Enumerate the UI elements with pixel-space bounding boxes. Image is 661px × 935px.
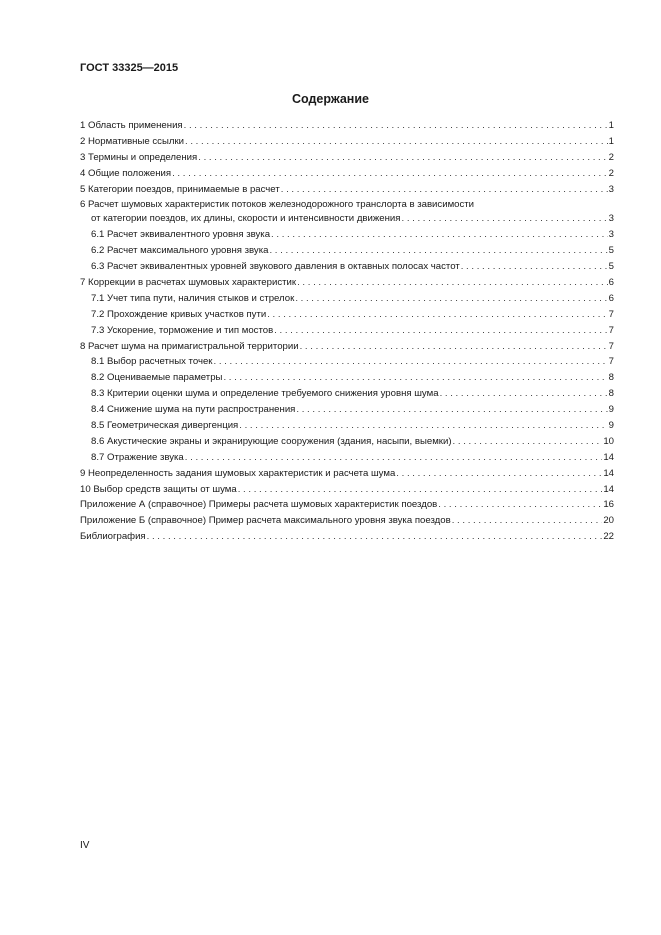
toc-leader-dots — [452, 513, 603, 529]
toc-page-number: 7 — [608, 356, 614, 368]
toc-leader-dots — [453, 434, 603, 450]
toc-entry — [80, 323, 614, 339]
toc-entry — [80, 259, 614, 275]
toc-entry — [80, 354, 614, 370]
toc-entry — [80, 166, 614, 182]
toc-entry — [80, 339, 614, 355]
toc-page-number: 6 — [608, 277, 614, 289]
toc-page-number: 22 — [603, 531, 614, 543]
toc-entry — [80, 134, 614, 150]
toc-leader-dots — [297, 275, 608, 291]
toc-leader-dots — [198, 150, 607, 166]
toc-page-number: 6 — [608, 292, 614, 304]
toc-entry — [80, 482, 614, 498]
toc-entry — [80, 466, 614, 482]
toc-leader-dots — [438, 497, 602, 513]
toc-entry — [80, 118, 614, 134]
page-title: Содержание — [291, 92, 369, 106]
toc-page-number: 7 — [608, 324, 614, 336]
toc-entry — [80, 197, 614, 227]
toc-entry-title: 8.5 Геометрическая дивергенция — [91, 420, 239, 432]
toc-page-number: 16 — [603, 499, 614, 511]
toc-leader-dots — [300, 339, 608, 355]
table-of-contents — [80, 118, 614, 545]
toc-page-number: 3 — [608, 229, 614, 241]
toc-entry — [80, 386, 614, 402]
toc-entry-title: Приложение Б (справочное) Пример расчета максимального уровня звука поездов — [80, 515, 451, 527]
toc-page-number: 10 — [603, 435, 614, 447]
toc-leader-dots — [239, 418, 607, 434]
toc-page-number: 3 — [608, 213, 614, 225]
toc-entry-title: 4 Общие положения — [80, 167, 172, 179]
toc-page-number: 20 — [603, 515, 614, 527]
toc-leader-dots — [214, 354, 608, 370]
toc-page-number: 14 — [603, 467, 614, 479]
toc-page-number: 1 — [608, 135, 614, 147]
toc-entry — [80, 307, 614, 323]
toc-page-number: 8 — [608, 388, 614, 400]
toc-entry — [80, 434, 614, 450]
toc-page-number: 1 — [608, 120, 614, 131]
toc-leader-dots — [223, 370, 607, 386]
toc-entry — [80, 370, 614, 386]
toc-entry — [80, 513, 614, 529]
toc-entry-title: 8.6 Акустические экраны и экранирующие сооружения (здания, насыпи, выемки) — [91, 435, 452, 447]
toc-entry — [80, 243, 614, 259]
toc-entry — [80, 497, 614, 513]
toc-entry — [80, 150, 614, 166]
toc-leader-dots — [461, 259, 608, 275]
toc-leader-dots — [296, 402, 607, 418]
toc-entry-title: 9 Неопределенность задания шумовых характеристик и расчета шума — [80, 467, 396, 479]
toc-entry-title: 2 Нормативные ссылки — [80, 135, 185, 147]
toc-leader-dots — [267, 307, 607, 323]
toc-leader-dots — [440, 386, 608, 402]
toc-page-number: 9 — [608, 404, 614, 416]
toc-page-number: 14 — [603, 483, 614, 495]
toc-entry — [80, 275, 614, 291]
toc-leader-dots — [269, 243, 607, 259]
toc-entry-title: Библиография — [80, 531, 146, 543]
toc-entry-title: 8.1 Выбор расчетных точек — [91, 356, 213, 368]
toc-entry-title: 7.1 Учет типа пути, наличия стыков и стрелок — [91, 292, 295, 304]
toc-leader-dots — [238, 482, 603, 498]
toc-leader-dots — [271, 227, 608, 243]
toc-entry — [80, 402, 614, 418]
toc-leader-dots — [281, 182, 608, 198]
toc-page-number: 7 — [608, 308, 614, 320]
toc-page-number: 7 — [608, 340, 614, 352]
toc-entry-title: 7.2 Прохождение кривых участков пути — [91, 308, 267, 320]
toc-leader-dots — [401, 211, 607, 227]
toc-entry-title: 6.3 Расчет эквивалентных уровней звукового давления в октавных полосах частот — [91, 261, 460, 273]
document-header: ГОСТ 33325—2015 — [80, 62, 179, 74]
toc-page-number: 14 — [603, 451, 614, 463]
toc-leader-dots — [396, 466, 602, 482]
toc-entry — [80, 182, 614, 198]
toc-leader-dots — [147, 529, 603, 545]
toc-entry — [80, 291, 614, 307]
toc-entry-title: 1 Область применения — [80, 120, 183, 131]
toc-page-number: 8 — [608, 372, 614, 384]
toc-entry-title: 10 Выбор средств защиты от шума — [80, 483, 237, 495]
toc-entry-title: 5 Категории поездов, принимаемые в расчет — [80, 183, 280, 195]
toc-entry-title: 8.3 Критерии оценки шума и определение требуемого снижения уровня шума — [91, 388, 439, 400]
toc-entry — [80, 418, 614, 434]
toc-page-number: 3 — [608, 183, 614, 195]
toc-leader-dots — [185, 450, 603, 466]
toc-entry — [80, 450, 614, 466]
toc-entry-title: 8 Расчет шума на примагистральной территории — [80, 340, 299, 352]
toc-entry-title: 7 Коррекции в расчетах шумовых характеристик — [80, 277, 297, 289]
toc-leader-dots — [184, 118, 608, 134]
toc-entry-title: 8.2 Оцениваемые параметры — [91, 372, 223, 384]
toc-page-number: 2 — [608, 167, 614, 179]
toc-entry — [80, 227, 614, 243]
toc-leader-dots — [274, 323, 607, 339]
toc-leader-dots — [185, 134, 608, 150]
toc-entry-title: 3 Термины и определения — [80, 151, 198, 163]
toc-page-number: 9 — [608, 420, 614, 432]
toc-entry-title: 6.2 Расчет максимального уровня звука — [91, 245, 269, 257]
toc-leader-dots — [172, 166, 608, 182]
toc-entry — [80, 529, 614, 545]
toc-entry-title: Приложение А (справочное) Примеры расчета шумовых характеристик поездов — [80, 499, 438, 511]
toc-entry-title: 8.7 Отражение звука — [91, 451, 184, 463]
toc-entry-title: 6.1 Расчет эквивалентного уровня звука — [91, 229, 271, 241]
toc-entry-title: от категории поездов, их длины, скорости и интенсивности движения — [91, 213, 401, 225]
toc-page-number: 5 — [608, 261, 614, 273]
toc-entry-title: 8.4 Снижение шума на пути распространения — [91, 404, 296, 416]
toc-page-number: 2 — [608, 151, 614, 163]
toc-entry-title-line: 6 Расчет шумовых характеристик потоков железнодорожного транслорта в зависимости — [80, 199, 475, 211]
toc-page-number: 5 — [608, 245, 614, 257]
page-number: IV — [80, 840, 90, 851]
toc-leader-dots — [295, 291, 607, 307]
toc-entry-title: 7.3 Ускорение, торможение и тип мостов — [91, 324, 274, 336]
